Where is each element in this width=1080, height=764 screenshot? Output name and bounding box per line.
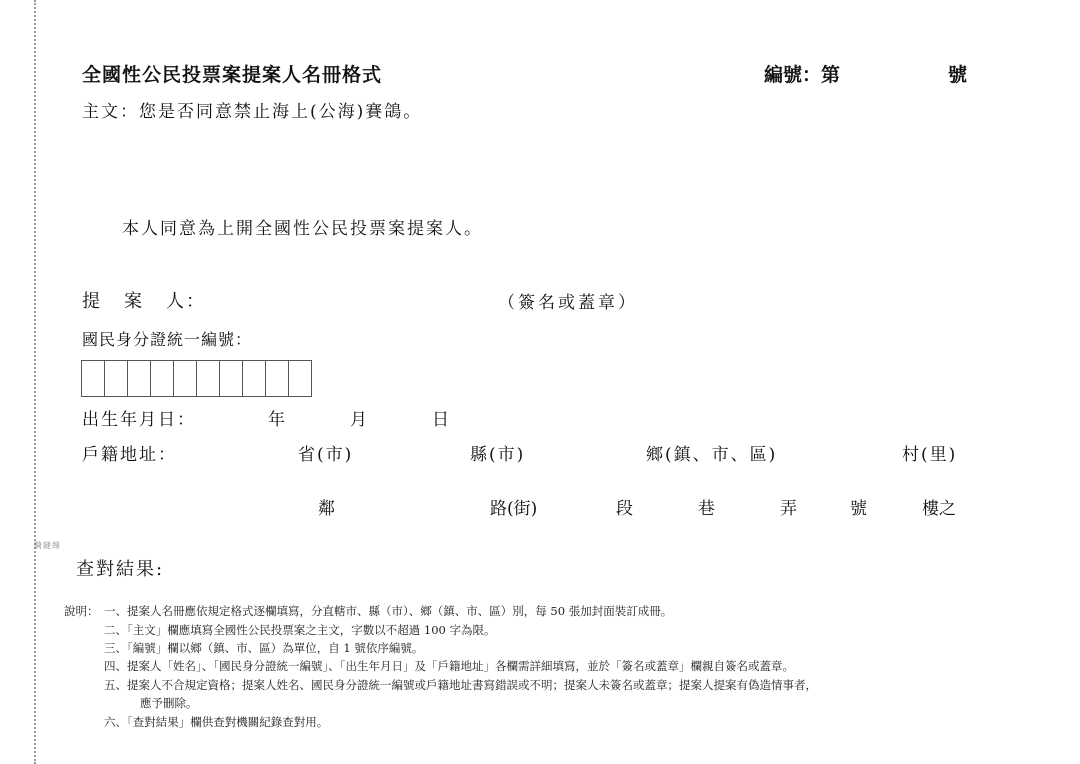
address-neighborhood: 鄰 [318, 499, 335, 519]
id-digit-cell[interactable] [243, 361, 266, 396]
address-lane: 巷 [698, 499, 715, 519]
birth-month-unit: 月 [350, 410, 367, 430]
id-digit-cell[interactable] [82, 361, 105, 396]
note-item: 一、提案人名冊應依規定格式逐欄填寫，分直轄市、縣（市）、鄉（鎮、市、區）別，每 50 張加封面裝訂成冊。 [104, 604, 673, 618]
note-item: 三、「編號」欄以鄉（鎮、市、區）為單位，自 1 號依序編號。 [104, 641, 424, 655]
note-item-continuation: 應予刪除。 [140, 696, 198, 710]
birth-date-label: 出生年月日： [82, 410, 196, 430]
serial-number-label: 編號：第 [764, 64, 841, 86]
id-digit-cell[interactable] [151, 361, 174, 396]
proposer-name-field[interactable] [210, 285, 490, 311]
note-item: 二、「主文」欄應填寫全國性公民投票案之主文，字數以不超過 100 字為限。 [104, 623, 496, 637]
note-item: 五、提案人不合規定資格；提案人姓名、國民身分證統一編號或戶籍地址書寫錯誤或不明；提案人未簽名或蓋章；提案人提案有偽造情事者， [104, 678, 817, 692]
address-village: 村(里) [902, 445, 958, 465]
notes-prefix: 說明： [64, 604, 99, 618]
proposer-label [82, 287, 206, 313]
serial-number-suffix: 號 [948, 64, 968, 86]
main-text: 主文：您是否同意禁止海上(公海)賽鴿。 [82, 102, 423, 122]
binding-dotted-line [34, 0, 36, 764]
address-number: 號 [850, 499, 867, 519]
check-result-label: 查對結果: [76, 559, 165, 580]
address-township: 鄉(鎮、市、區) [646, 445, 778, 465]
address-province: 省(市) [298, 445, 354, 465]
id-digit-cell[interactable] [105, 361, 128, 396]
id-digit-cell[interactable] [174, 361, 197, 396]
birth-year-unit: 年 [268, 410, 285, 430]
signature-hint: （簽名或蓋章） [498, 293, 638, 313]
proposer-label-char: 人： [166, 291, 206, 312]
form-title: 全國性公民投票案提案人名冊格式 [82, 64, 383, 86]
id-number-label: 國民身分證統一編號： [82, 330, 253, 349]
birth-day-unit: 日 [432, 410, 449, 430]
note-item: 四、提案人「姓名」、「國民身分證統一編號」、「出生年月日」及「戶籍地址」各欄需詳細填寫，並於「簽名或蓋章」欄親自簽名或蓋章。 [104, 659, 794, 673]
address-road: 路(街) [490, 499, 538, 519]
address-section: 段 [616, 499, 633, 519]
note-item: 六、「查對結果」欄供查對機關紀錄查對用。 [104, 715, 329, 729]
address-alley: 弄 [780, 499, 797, 519]
consent-statement: 本人同意為上開全國性公民投票案提案人。 [122, 219, 483, 239]
proposer-label-char: 提 [82, 291, 102, 312]
address-label: 戶籍地址： [82, 445, 177, 465]
proposer-label-char: 案 [124, 291, 144, 312]
id-digit-cell[interactable] [220, 361, 243, 396]
id-number-boxes[interactable] [81, 360, 312, 397]
address-county: 縣(市) [470, 445, 526, 465]
id-digit-cell[interactable] [128, 361, 151, 396]
id-digit-cell[interactable] [266, 361, 289, 396]
id-digit-cell[interactable] [289, 361, 311, 396]
id-digit-cell[interactable] [197, 361, 220, 396]
seam-mark: 騎縫線 [34, 541, 61, 550]
address-floor: 樓之 [922, 499, 956, 519]
serial-number-field[interactable] [856, 58, 940, 84]
